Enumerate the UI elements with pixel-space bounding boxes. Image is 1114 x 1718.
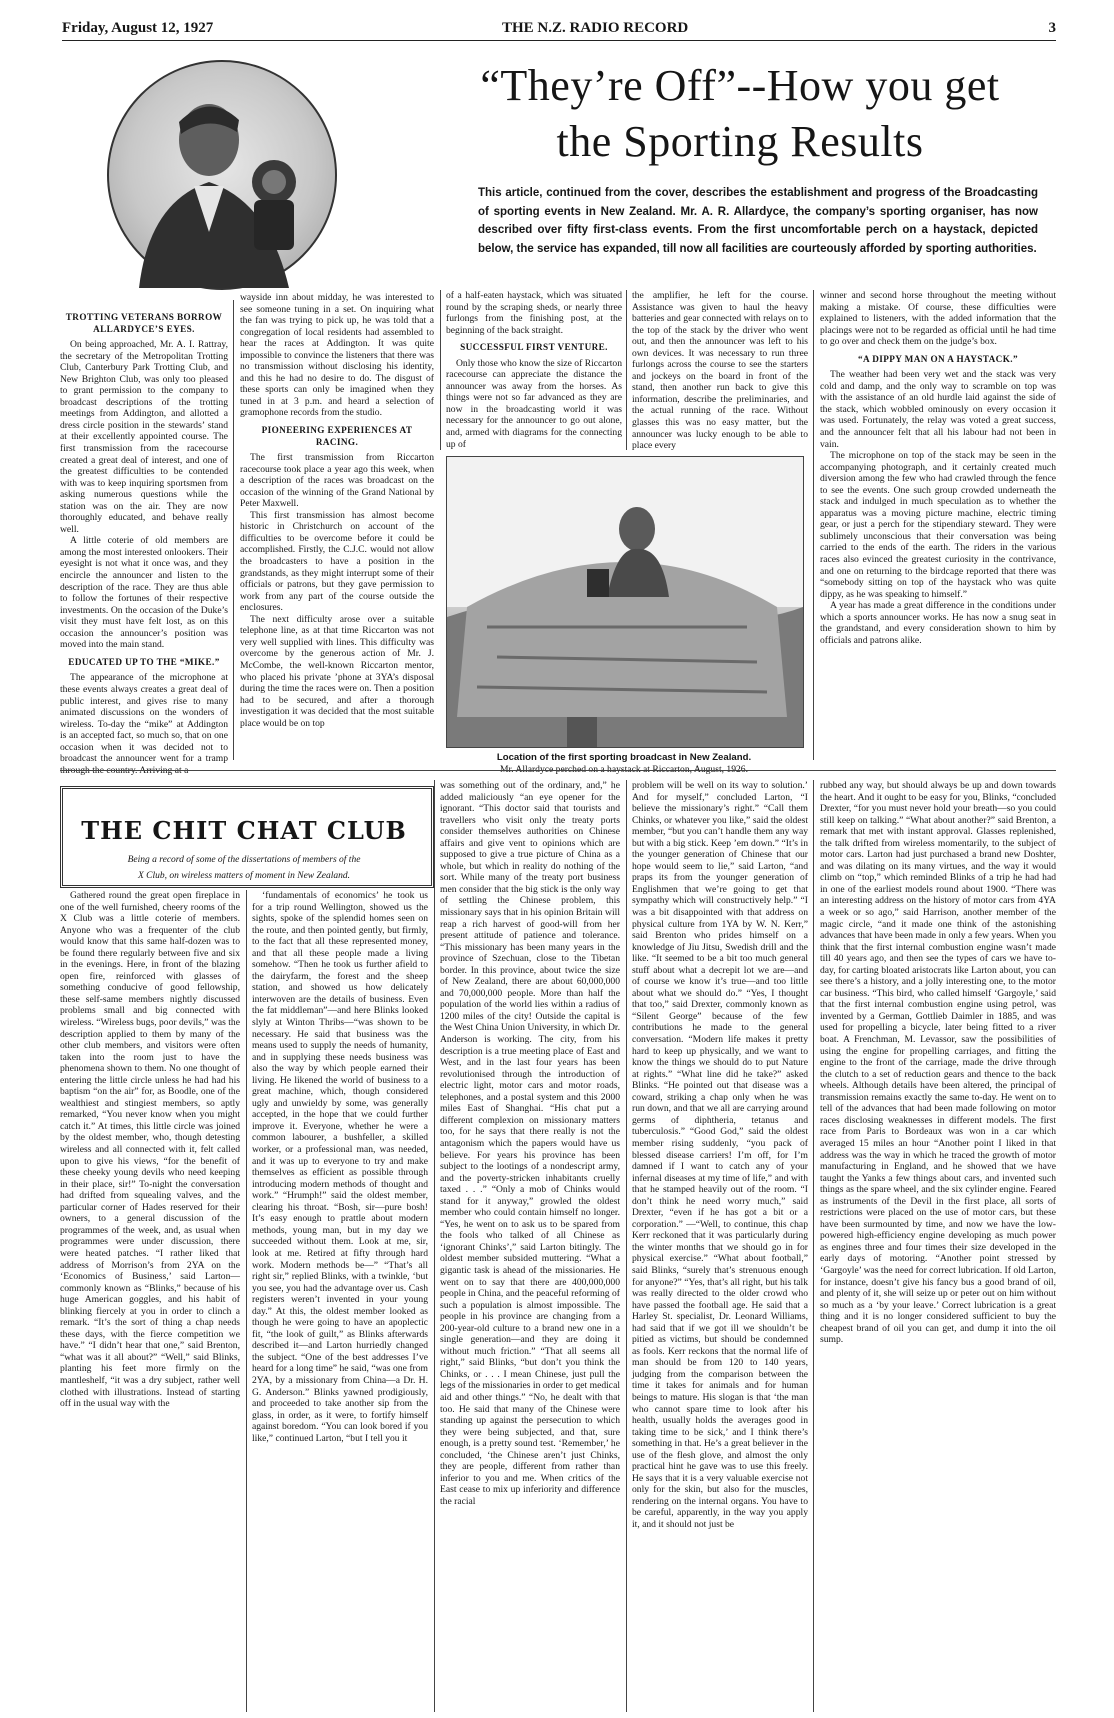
paragraph: On being approached, Mr. A. I. Rattray, the secretary of the Metropolitan Trotting Club, Canterbury Park Trotting Club, and New Brighton Club, was only too pleased to grant permission to the company to broadcast descriptions of the trotting meetings from Addington, and allotted a dress circle position in the stewards’ stand at their excellently appointed course. The first transmission from the racecourse created a great deal of interest, and one of the greatest difficulties to be contended with was to keep inquiring sportsmen from asking numerous questions while the station was on the air. They are now thoroughly educated, and behave really well. [60, 339, 228, 535]
paragraph: Gathered round the great open fireplace in one of the well furnished, cheery rooms of the X Club was a little coterie of members. Anyone who was a frequenter of the club would know that this same half-dozen was to be found there regularly between five and six in the evenings. Here, in front of the blazing open fire, reinforced with glasses of something conducive of good fellowship, these self-same members nightly discussed problems small and big connected with wireless. “Wireless bugs, poor devils,” was the description applied to them by many of the other club members, and visitors were often taken into the room just to have the phenomena shown to them. No one thought of entering the little circle unless he had had his baptism “on the air” for, as Boodle, one of the wealthiest and stingiest members, so aptly remarked, “You never know when you might catch it.” At times, this little circle was joined by the oldest member, who, though detesting wireless and all connected with it, felt called upon to give his views, “for the benefit of these cheeky young devils who need keeping in their place, sir!” To-night the conversation had drifted from squealing valves, and the particular corner of Hades reserved for their owners, to a general discussion of the programmes of the week, and, as usual when programmes were under discussion, there were heated patches. “I rather liked that address of Morrison’s from 2YA on the ‘Economics of Business,’ said Larton—commonly known as “Blinks,” because of his huge American goggles, and his habit of blinking fiercely at you in order to clinch a remark. “It’s the sort of thing a chap needs these days, with the fierce competition we have.” “I didn’t hear that one,” said Brenton, “what was it all about?” “Well,” said Blinks, planting his feet more firmly on the mantleshelf, “it was a dry subject, rather well clothed with illustrations. Instead of starting off in the usual way with the [60, 890, 240, 1410]
column-rule [813, 290, 814, 760]
column-rule [233, 300, 234, 760]
masthead-paper-name: THE N.Z. RADIO RECORD [502, 20, 689, 36]
paragraph: problem will be well on its way to solution.’ And for myself,” concluded Larton, “I believe the missionary’s right.” “Call them Chinks, or whatever you like,” said the oldest member, “but you can’t handle them any way but with a big stick. Keep ’em down.” “It’s in the younger generation of Chinese that our hope would seem to lie,” said Larton, “and praps its from the younger generation of Englishmen that we’re going to get that sympathy which will constructively help.” “I was a bit disappointed with that address on physical culture from 1YA by W. N. Kerr,” said Brenton who prides himself on a knowledge of Jiu Jitsu, Swedish drill and the like. “It seemed to be a bit too much general stuff about what a decrepit lot we are—and of course we know it’s true—and too little about what we should do.” “Yes, I thought that too,” said Drexter, commonly known as “Silent George” because of the few contributions he made to the general conversation. “Modern life makes it pretty hard to keep up physically, and we want to know the things we should do to put Nature at rights.” “What line did he take?” asked Blinks. “He pointed out that disease was a coward, striking a chap only when he was run down, and that we all are carrying around germs of diphtheria, tetanus and tuberculosis.” “Good God,” said the oldest member rising suddenly, “you pack of blessed disease carriers! I’m off, for I’m damned if I want to catch any of your infernal diseases at my time of life,” and with that he stamped heavily out of the room. “I don’t think he need worry much,” said Drexter, “even if he has got a bit or a corporation.” —“Well, to continue, this chap Kerr reckoned that it was particularly during the winter months that we should go in for physical exercise.” “What about football,” said Blinks, “surely that’s strenuous enough for anyone?” “Yes, that’s all right, but his talk was really directed to the older crowd who have passed the football age. He said that a Harley St. specialist, Dr. Leonard Williams, had said that if we got ill we shouldn’t be pitied as victims, but should be condemned as fools. Kerr reckons that the normal life of man should be from 120 to 140 years, judging from the comparison between the time it takes for animals and for human beings to mature. His slogan is that ‘the man who cannot spare time to look after his health, usually holds the averages good in taking time to be sick,’ and I think there’s something in that. He’s a great believer in the use of the flesh glove, and almost the only practical hint he gave was to use this freely. He says that it is a very valuable exercise not only for the skin, but also for the muscles, rendering on the internal organs. You have to be careful, apparently, in the way you apply it, and it should not just be [632, 780, 808, 1530]
subhead: TROTTING VETERANS BORROW ALLARDYCE’S EYES. [65, 312, 223, 334]
paragraph: wayside inn about midday, he was interested to see someone tuning in a set. On inquiring what the fan was trying to pick up, he was told that a congregation of local residents had assembled to hear the races at Addington. It was quite impossible to convince the listeners that there was no transmission without disclosing his identity, and this he had no desire to do. The disgust of these sports can only be imagined when they tuned in at 3 p.m. and heard a selection of gramophone records from the studio. [240, 292, 434, 419]
paragraph: the amplifier, he left for the course. Assistance was given to haul the heavy batteries and gear connected with relays on to the top of the stack by the driver who went out, and then the announcer was left to his own devices. It was necessary to run three furlongs across the course to see the starters and jockeys on the board in front of the stand, then another run back to give this information, describe the preliminaries, and the actual running of the race. Without glasses this was no easy matter, but the announcer was lucky enough to be able to place every [632, 290, 808, 452]
paragraph: A little coterie of old members are among the most interested onlookers. Their eyesight is not what it once was, and they encircle the announcer and listen to the description of the race. They are thus able to follow the fortunes of their respective investments. On the occasion of the Duke’s visit they must have felt lost, as on this occasion the announcer’s position was moved into the main stand. [60, 535, 228, 651]
article-column-3 [446, 290, 622, 450]
chit-chat-title: THE CHIT CHAT CLUB [81, 816, 407, 845]
paragraph: ‘fundamentals of economics’ he took us for a trip round Wellington, showed us the sights, spoke of the splendid homes seen on the route, and then pointed gently, but firmly, to the fact that all these represented money, and that all these people made a living somehow. “Then he took us further afield to the dairyfarm, the forest and the sheep station, and showed us how delicately interwoven are the details of business. Even the fat middleman”—and here Blinks looked slyly at Winton Thribs—“was shown to be necessary. He said that business was the means used to supply the needs of humanity, and in supplying these needs business was also the way by which people earned their living. He likened the world of business to a great machine, which, though considered ugly and unwieldy by some, was generally accepted, in the hope that we could further improve it. Everyone, whether he were a common labourer, a bushfeller, a skilled worker, or a professional man, was needed, and it was up to everyone to try and make themselves as efficient as possible through introducing modern methods of thought and work.” “Hrumph!” said the oldest member, clearing his throat. “Bosh, sir—pure bosh! It’s easy enough to prattle about modern methods, young man, but in my day we succeeded without them. Look at me, sir, look at me. Retired at fifty through hard work. Modern methods be—” “That’s all right sir,” replied Blinks, with a twinkle, ‘but you see, you had the advantage over us. Cash registers weren’t invented in your young day.” At this, the oldest member looked as though he were going to have an apoplectic fit, “the look of guilt,” as Blinks afterwards described it—and Larton hurriedly changed the subject. “One of the best addresses I’ve heard for a long time” he said, “was one from 2YA, by a missionary from China—a Dr. H. G. Anderson.” Blinks yawned prodigiously, and proceeded to take another sip from the glass, in order, as it were, to fortify himself against boredom. “You can look bored if you like,” continued Larton, “but I tell you it [252, 890, 428, 1444]
chit-chat-column-4 [632, 780, 808, 1712]
column-rule [813, 780, 814, 1712]
paragraph: The weather had been very wet and the stack was very cold and damp, and the only way to scramble on top was with the assistance of an old hurdle laid against the side of the stack, which wobbled ominously on every occasion it was used. Fortunately, the relay was voted a great success, and the announcer felt that all his labour had not been in vain. [820, 369, 1056, 450]
masthead [62, 18, 1056, 41]
paragraph: was something out of the ordinary, and,” he added maliciously “an eye opener for the ignorant. “This doctor said that tourists and travellers who visit only the treaty ports consider themselves authorities on Chinese affairs and give vent to opinions which are supposed to give a true picture of China as a whole, but which in reality do nothing of the sort. While many of the treaty port business men consider that the big stick is the only way of settling the Chinese problem, this missionary says that in his opinion Britain will reap a rich harvest of good-will from her present attitude of patience and tolerance. “This missionary has been many years in the province of Szechuan, close to the Tibetan border. In this province, about twice the size of New Zealand, there are about 60,000,000 and 70,000,000 people. More than half the population of the world lies within a radius of 1200 miles of the city! Outside the capital is the West China Union University, in which Dr. Anderson is working. The city, from his description is a true meeting place of East and West, and in the last four years has been revolutionised through the introduction of electric light, motor cars and motor roads, telephones, and a postal system and this 2000 miles East of Shanghai. “His chat put a different complexion on missionary matters too, for he says that there really is not the antagonism which the papers would have us believe. For years his province has been subject to the lootings of a nondescript army, and the poverty-stricken inhabitants cruelly taxed . . .” “Only a mob of Chinks would stand for it anyway,” growled the oldest member who could contain himself no longer. “Yes, he went on to ask us to be spared from the fools who talked of all Chinese as ‘ignorant Chinks’,” said Larton bitingly. The oldest member subsided muttering. “What a gigantic task is ahead of the missionaries. He went on to say that there are 400,000,000 people in China, and the peaceful reforming of such a population is almost impossible. The people in his province are changing from a 200-year-old culture to a brand new one in a single generation—and they are doing it without much friction.” “That all seems all right,” said Blinks, “but don’t you think the Chinks, or . . . I mean Chinese, just pull the legs of the missionaries in order to get medical aid and other things.” “No, he dealt with that too. He said that many of the Chinese were standing up against the persecution to which they were being subjected, and that, sure enough, is a pretty sound test. ‘Remember,’ he concluded, ‘the Chinese aren’t just Chinks, they are people, different from rather than inferior to you and me. When critics of the East cease to mix up inferiority and difference the racial [440, 780, 620, 1507]
column-rule [626, 780, 627, 1712]
article-column-4 [632, 290, 808, 450]
headline-line-1: “They’re Off”--How you get [480, 61, 1000, 110]
haystack-photo [446, 456, 804, 748]
paragraph: The next difficulty arose over a suitable telephone line, as at that time Riccarton was not very well supplied with lines. This difficulty was overcome by the generous action of Mr. J. McCombe, the well-known Riccarton mentor, who placed his private ’phone at 3YA’s disposal during the time the races were on. Then a position had to be secured, and after a thorough investigation it was decided that the most suitable place would be on top [240, 613, 434, 729]
chit-chat-subtitle [100, 852, 388, 884]
subtitle-line-2: X Club, on wireless matters of moment in New Zealand. [137, 871, 351, 881]
chit-chat-column-3 [440, 780, 620, 1712]
chit-chat-column-5 [820, 780, 1056, 1712]
paragraph: A year has made a great difference in the conditions under which a sports announcer works. He has now a snug seat in the grandstand, and every consideration shown to him by officials and patrons alike. [820, 600, 1056, 646]
article-headline [420, 58, 1060, 170]
subhead: EDUCATED UP TO THE “MIKE.” [68, 656, 220, 667]
paragraph: The microphone on top of the stack may be seen in the accompanying photograph, and it certainly created much diversion among the few who had crawled through the fence to see the events. One such group crowded underneath the stack and indulged in much speculation as to whether the apparatus was a moving picture machine, electric timing gear, or just a perch for the stipendiary steward. They were sublimely unconscious that their conversation was being carried to the ends of the earth. The riders in the various races also evinced the greatest curiosity in the contrivance, and one on returning to the birdcage reported that there was “somebody sitting on top of the haystack who was quite dippy, as he was speaking to himself.” [820, 450, 1056, 600]
subhead: SUCCESSFUL FIRST VENTURE. [460, 342, 608, 353]
paragraph: winner and second horse throughout the meeting without making a mistake. Of course, these difficulties were explained to listeners, with the added information that the placings were not to be regarded as official until he had time to go over and check them on the judge’s box. [820, 290, 1056, 348]
allardyce-portrait [107, 60, 337, 290]
subtitle-line-1: Being a record of some of the dissertations of members of the [127, 855, 361, 865]
paragraph: Only those who know the size of Riccarton racecourse can appreciate the distance the announcer was away from the horses. As things were not so far advanced as they are now in the broadcasting world it was necessary for the announcer to go out alone, and, armed with diagrams for the connecting up of [446, 357, 622, 450]
article-standfirst: This article, continued from the cover, describes the establishment and progress of the Broadcasting of sporting events in New Zealand. Mr. A. R. Allardyce, the company’s sporting organiser, has now described over fifty first-class events. From the first uncomfortable perch on a haystack, depicted below, the service has expanded, till now all facilities are courteously afforded by sporting authorities. [478, 187, 1038, 255]
subhead: PIONEERING EXPERIENCES AT RACING. [261, 425, 413, 447]
paragraph: of a half-eaten haystack, which was situated round by the scraping sheds, or nearly three furlongs from the finishing post, at the beginning of the back straight. [446, 290, 622, 336]
article-column-2 [240, 292, 434, 760]
column-rule [434, 780, 435, 1712]
chit-chat-column-2 [252, 890, 428, 1712]
section-rule [60, 770, 1056, 771]
portrait-figure-icon [109, 62, 335, 288]
page-number: 3 [1048, 20, 1056, 36]
column-rule [626, 290, 627, 450]
haystack-scene-icon [447, 457, 803, 747]
photo-caption [446, 752, 802, 776]
article-column-1 [60, 306, 228, 776]
headline-line-2: the Sporting Results [556, 117, 924, 166]
column-rule [246, 890, 247, 1712]
masthead-date: Friday, August 12, 1927 [62, 20, 214, 36]
caption-line-1: Location of the first sporting broadcast in New Zealand. [496, 752, 752, 763]
column-rule [440, 290, 441, 450]
paragraph: This first transmission has almost become historic in Christchurch on account of the difficulties to be overcome before it could be accomplished. Firstly, the C.J.C. would not allow the broadcasters to have a position in the grandstands, as they might interrupt some of their officials or patrons, but they gave permission to work from any part of the course outside the enclosures. [240, 509, 434, 614]
subhead: “A DIPPY MAN ON A HAYSTACK.” [858, 353, 1018, 364]
caption-line-2: Mr. Allardyce perched on a haystack at Riccarton, August, 1926. [499, 764, 749, 775]
chit-chat-column-1 [60, 890, 240, 1712]
paragraph: The appearance of the microphone at these events always creates a great deal of public interest, and gives rise to many animated discussions on the wonders of wireless. To-day the “mike” at Addington is an accepted fact, so much so, that on one occasion when it was decided not to broadcast the announcer went for a tramp through the country. Arriving at a [60, 672, 228, 776]
paragraph: rubbed any way, but should always be up and down towards the heart. And it ought to be easy for you, Blinks, “concluded Drexter, “for you must never hold your breath—so you could still keep on talking.” “What about another?” said Brenton, a remark that met with instant approval. Glasses replenished, the talk drifted from wireless momentarily, to the subject of motor cars. Larton had just purchased a brand new Doshter, and was dilating on its many virtues, and the way it would climb on “top,” which reminded Blinks of a trip he had had in one of the earliest models round about 1900. “There was an interesting address on the history of motor cars from 4YA a week or so ago,” said Harrison, another member of the magic circle, “and it made one think of the astonishing advances that have been made in only a few years. When you think that the first internal combustion engine wasn’t made till 40 years ago, and then see the types of cars we have to-day, for carting bloated aristocrats like Larton about, you can see there’s a history, and a jolly interesting one, to the motor car business. “This bird, who called himself ‘Gargoyle,’ said that the first internal combustion engine using petrol, was invented by a German, Gottlieb Daimler in 1885, and was used for propelling a bicycle, later being fitted to a river boat. A Frenchman, M. Levassor, saw the possibilities of using the engine for propelling carriages, and fitting the engine to the front of the carriage, made the drive through the clutch to a set of reduction gears and thence to the back wheels. Although details have been altered, the principal of transmission remains exactly the same to-day. He went on to tell of the advances that had been made following on motor races disclosing weaknesses in different models. The first race from Paris to Bordeaux was won in a car which averaged 15 miles an hour “Another point I liked in that address was the way in which he traced the growth of motor manufacturing in England, and he showed that we have taught the Yanks a few things about cars, and invented such things as the spare wheel, and the six cylinder engine. Feared as instruments of the Devil in the first place, all sorts of restrictions were placed on the use of motor cars, but these have been surmounted by time, and now we have the low-powered high-efficiency engine developing as much power as engines three and four times their size developed in the early days of motoring. “Another point stressed by ‘Gargoyle’ was the need for correct lubrication. If old Larton, for instance, doesn’t give his fancy bus a good brand of oil, and plenty of it, she will seize up or peter out on him without so much as a ‘by your leave.’ Correct lubrication is a great thing and it is no longer considered sufficient to buy the cheapest brand of oil you can get, and dump it into the oil sump. [820, 780, 1056, 1346]
article-column-5 [820, 290, 1056, 758]
paragraph: The first transmission from Riccarton racecourse took place a year ago this week, when a description of the races was broadcast on the occasion of the winning of the Grand National by Peter Maxwell. [240, 452, 434, 510]
